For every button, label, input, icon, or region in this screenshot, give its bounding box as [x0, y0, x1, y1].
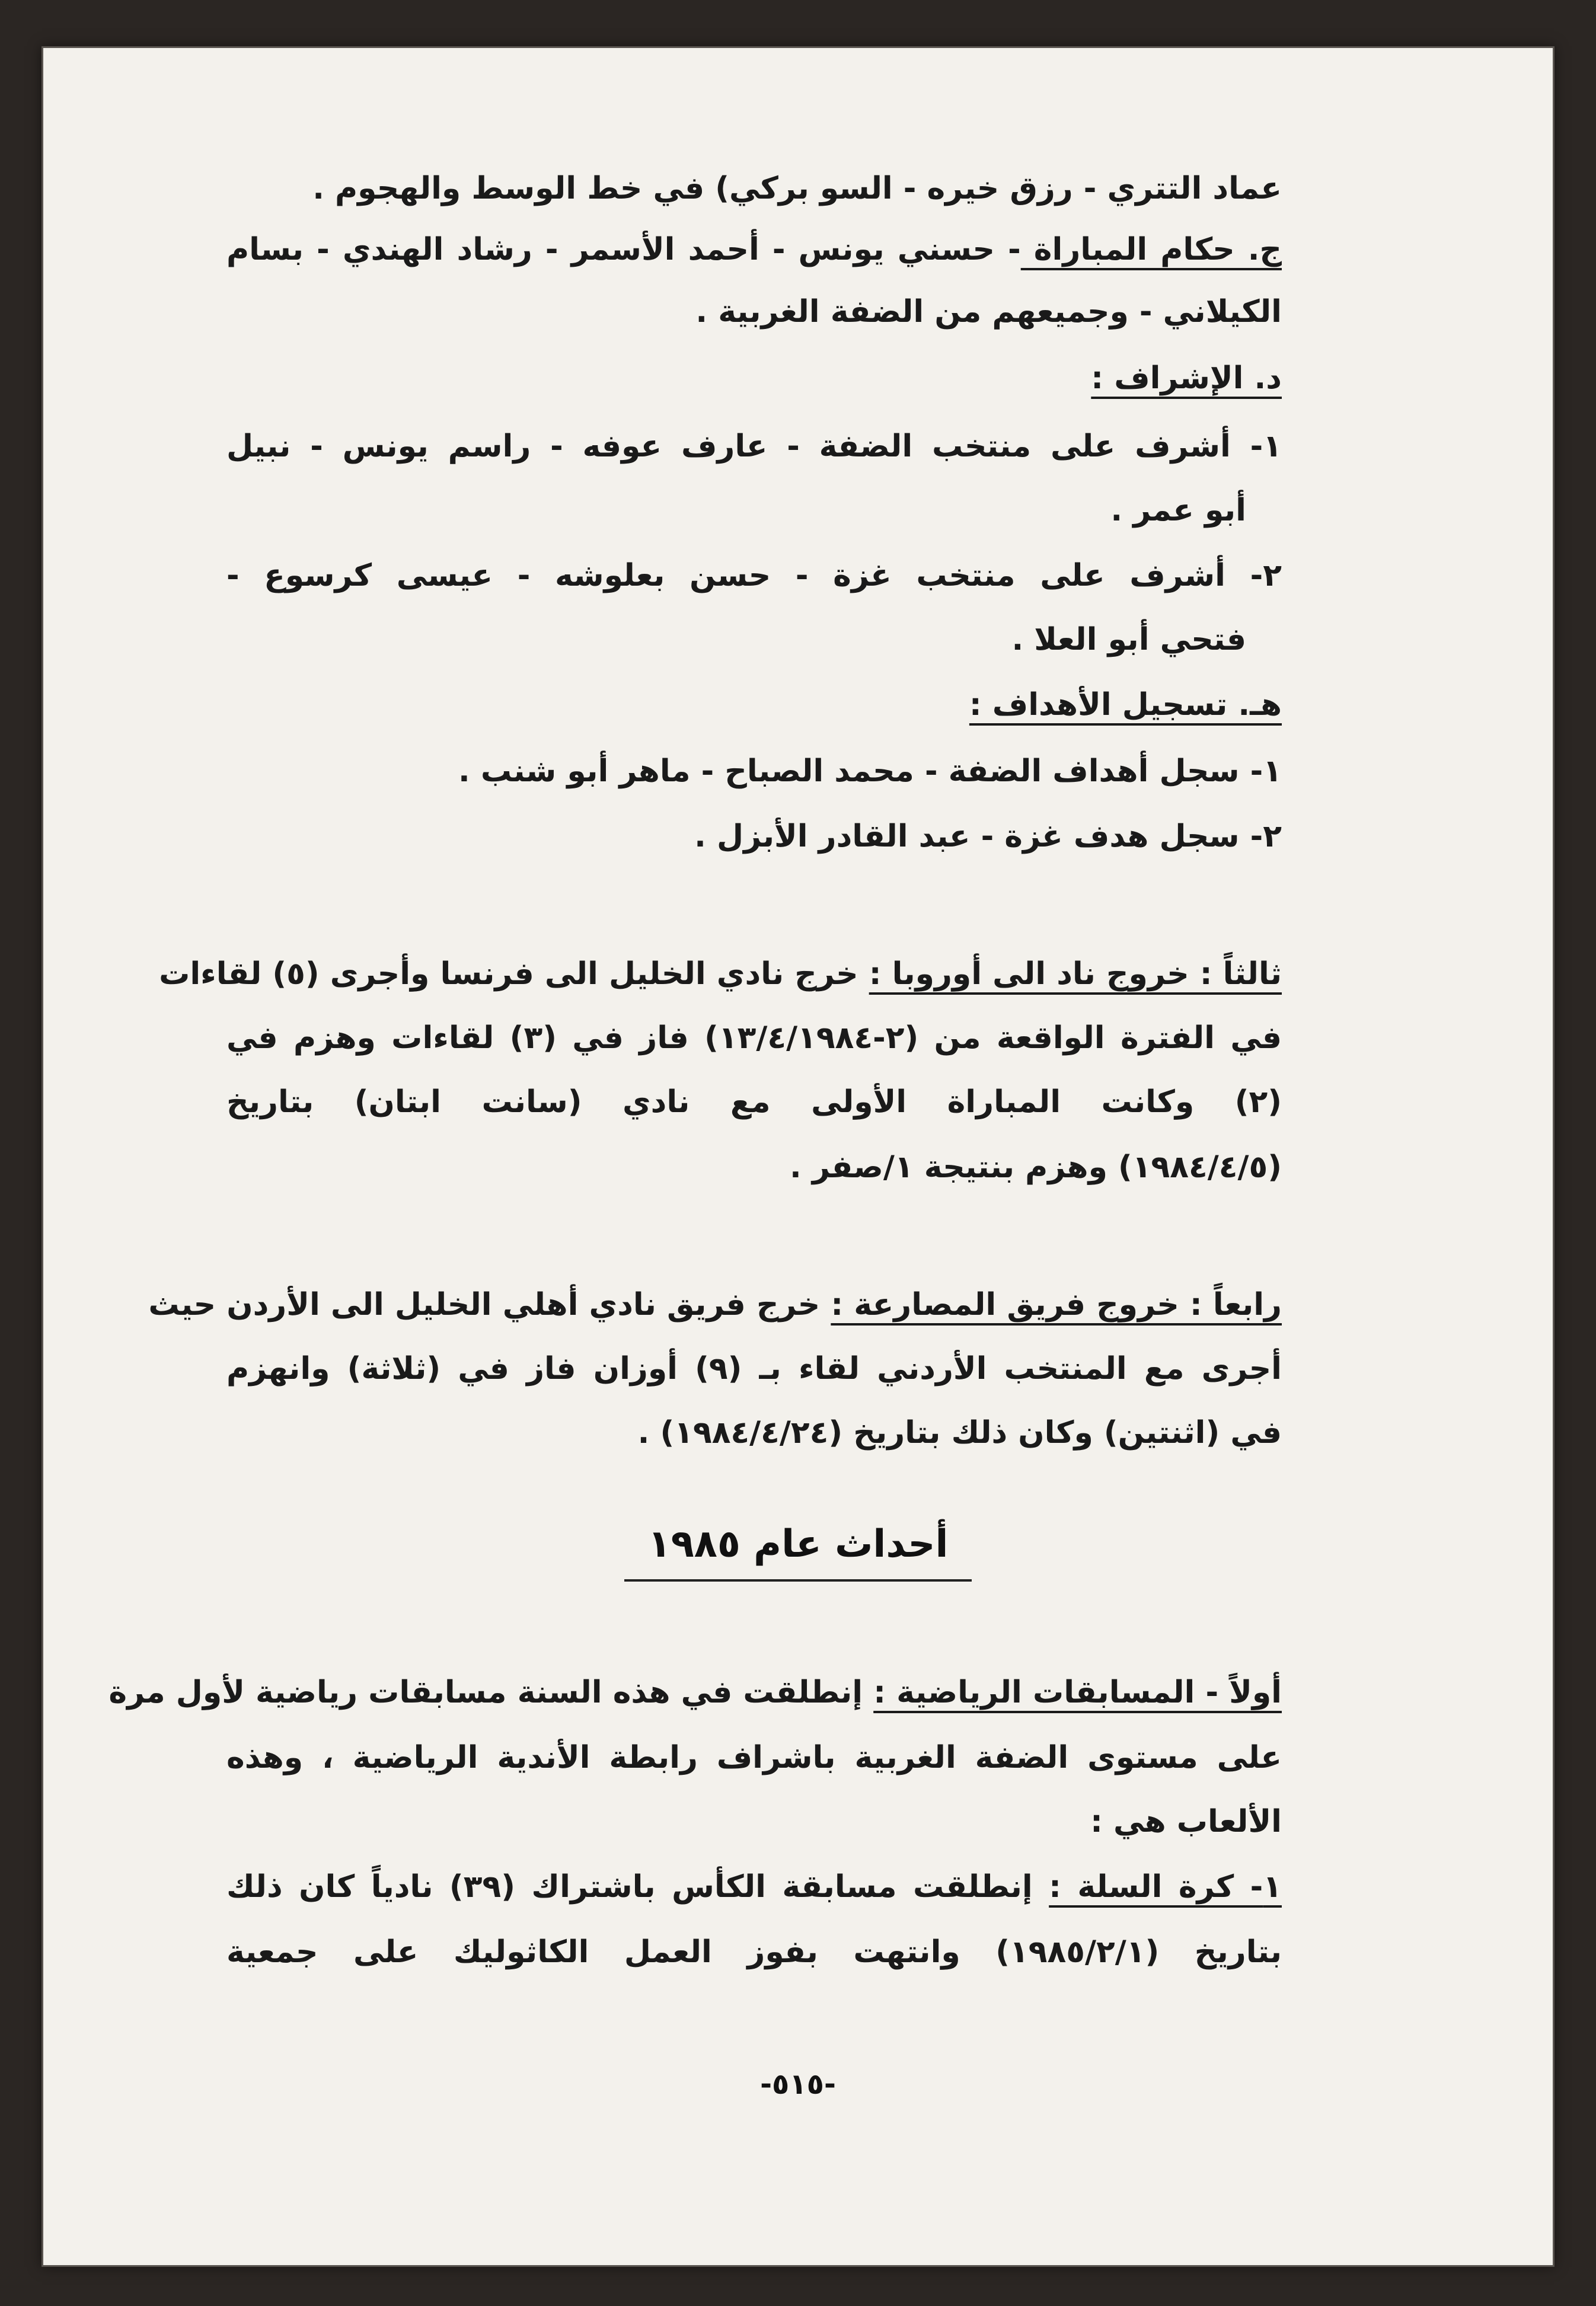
text-line-18: في (اثنتين) وكان ذلك بتاريخ (١٩٨٤/٤/٢٤) .: [637, 1415, 1282, 1451]
wrestling-heading: رابعاً : خروج فريق المصارعة :: [831, 1287, 1282, 1323]
text-line-14: (٢) وكانت المباراة الأولى مع نادي (سانت ابتان) بتاريخ: [226, 1084, 1282, 1120]
competitions-heading: أولاً - المسابقات الرياضية :: [873, 1675, 1282, 1710]
europe-line: ثالثاً : خروج ناد الى أوروبا : خرج نادي الخليل الى فرنسا وأجرى (٥) لقاءات: [159, 956, 1282, 992]
competitions-line: أولاً - المسابقات الرياضية : إنطلقت في هذه السنة مسابقات رياضية لأول مرة: [108, 1675, 1282, 1710]
text-line-21: الألعاب هي :: [1090, 1804, 1282, 1839]
text-line-1: عماد التتري - رزق خيره - السو بركي) في خط الوسط والهجوم .: [312, 171, 1282, 206]
text-line-8: فتحي أبو العلا .: [1011, 622, 1246, 657]
page-number: -٥١٥-: [760, 2068, 836, 2101]
document-page: [42, 46, 1554, 2267]
text-line-20: على مستوى الضفة الغربية باشراف رابطة الأندية الرياضية ، وهذه: [226, 1740, 1282, 1775]
supervision-heading: د. الإشراف :: [1091, 360, 1282, 396]
supervision-heading-line: [226, 357, 1282, 399]
text-line-17: أجرى مع المنتخب الأردني لقاء بـ (٩) أوزان فاز في (ثلاثة) وانهزم: [226, 1351, 1282, 1387]
text-line-5: ١- أشرف على منتخب الضفة - عارف عوفه - راسم يونس - نبيل: [226, 429, 1282, 464]
wrestling-line: رابعاً : خروج فريق المصارعة : خرج فريق نادي أهلي الخليل الى الأردن حيث: [148, 1287, 1282, 1323]
goals-heading-line: [226, 684, 1282, 726]
basketball-heading: ١- كرة السلة :: [1049, 1869, 1282, 1905]
text-line-23: بتاريخ (١٩٨٥/٢/١) وانتهت بفوز العمل الكاثوليك على جمعية: [226, 1934, 1282, 1970]
text-line-10: ١- سجل أهداف الضفة - محمد الصباح - ماهر أبو شنب .: [458, 753, 1282, 789]
referees-heading: ج. حكام المباراة: [1020, 232, 1282, 267]
goals-heading: هـ. تسجيل الأهداف :: [969, 687, 1282, 723]
text-line-7: ٢- أشرف على منتخب غزة - حسن بعلوشه - عيسى كرسوع -: [226, 558, 1282, 593]
referees-line: ج. حكام المباراة - حسني يونس - أحمد الأسمر - رشاد الهندي - بسام: [226, 232, 1282, 267]
text-line-15: (١٩٨٤/٤/٥) وهزم بنتيجة ١/صفر .: [790, 1149, 1282, 1185]
section-title: أحداث عام ١٩٨٥: [42, 1522, 1554, 1582]
basketball-line: ١- كرة السلة : إنطلقت مسابقة الكأس باشتراك (٣٩) نادياً كان ذلك: [226, 1869, 1282, 1905]
text-line-3: الكيلاني - وجميعهم من الضفة الغربية .: [695, 294, 1282, 330]
europe-heading: ثالثاً : خروج ناد الى أوروبا :: [869, 956, 1282, 992]
text-line-11: ٢- سجل هدف غزة - عبد القادر الأبزل .: [694, 819, 1282, 854]
text-line-13: في الفترة الواقعة من (٢-١٣/٤/١٩٨٤) فاز في (٣) لقاءات وهزم في: [226, 1020, 1282, 1056]
text-line-6: أبو عمر .: [1110, 493, 1246, 528]
